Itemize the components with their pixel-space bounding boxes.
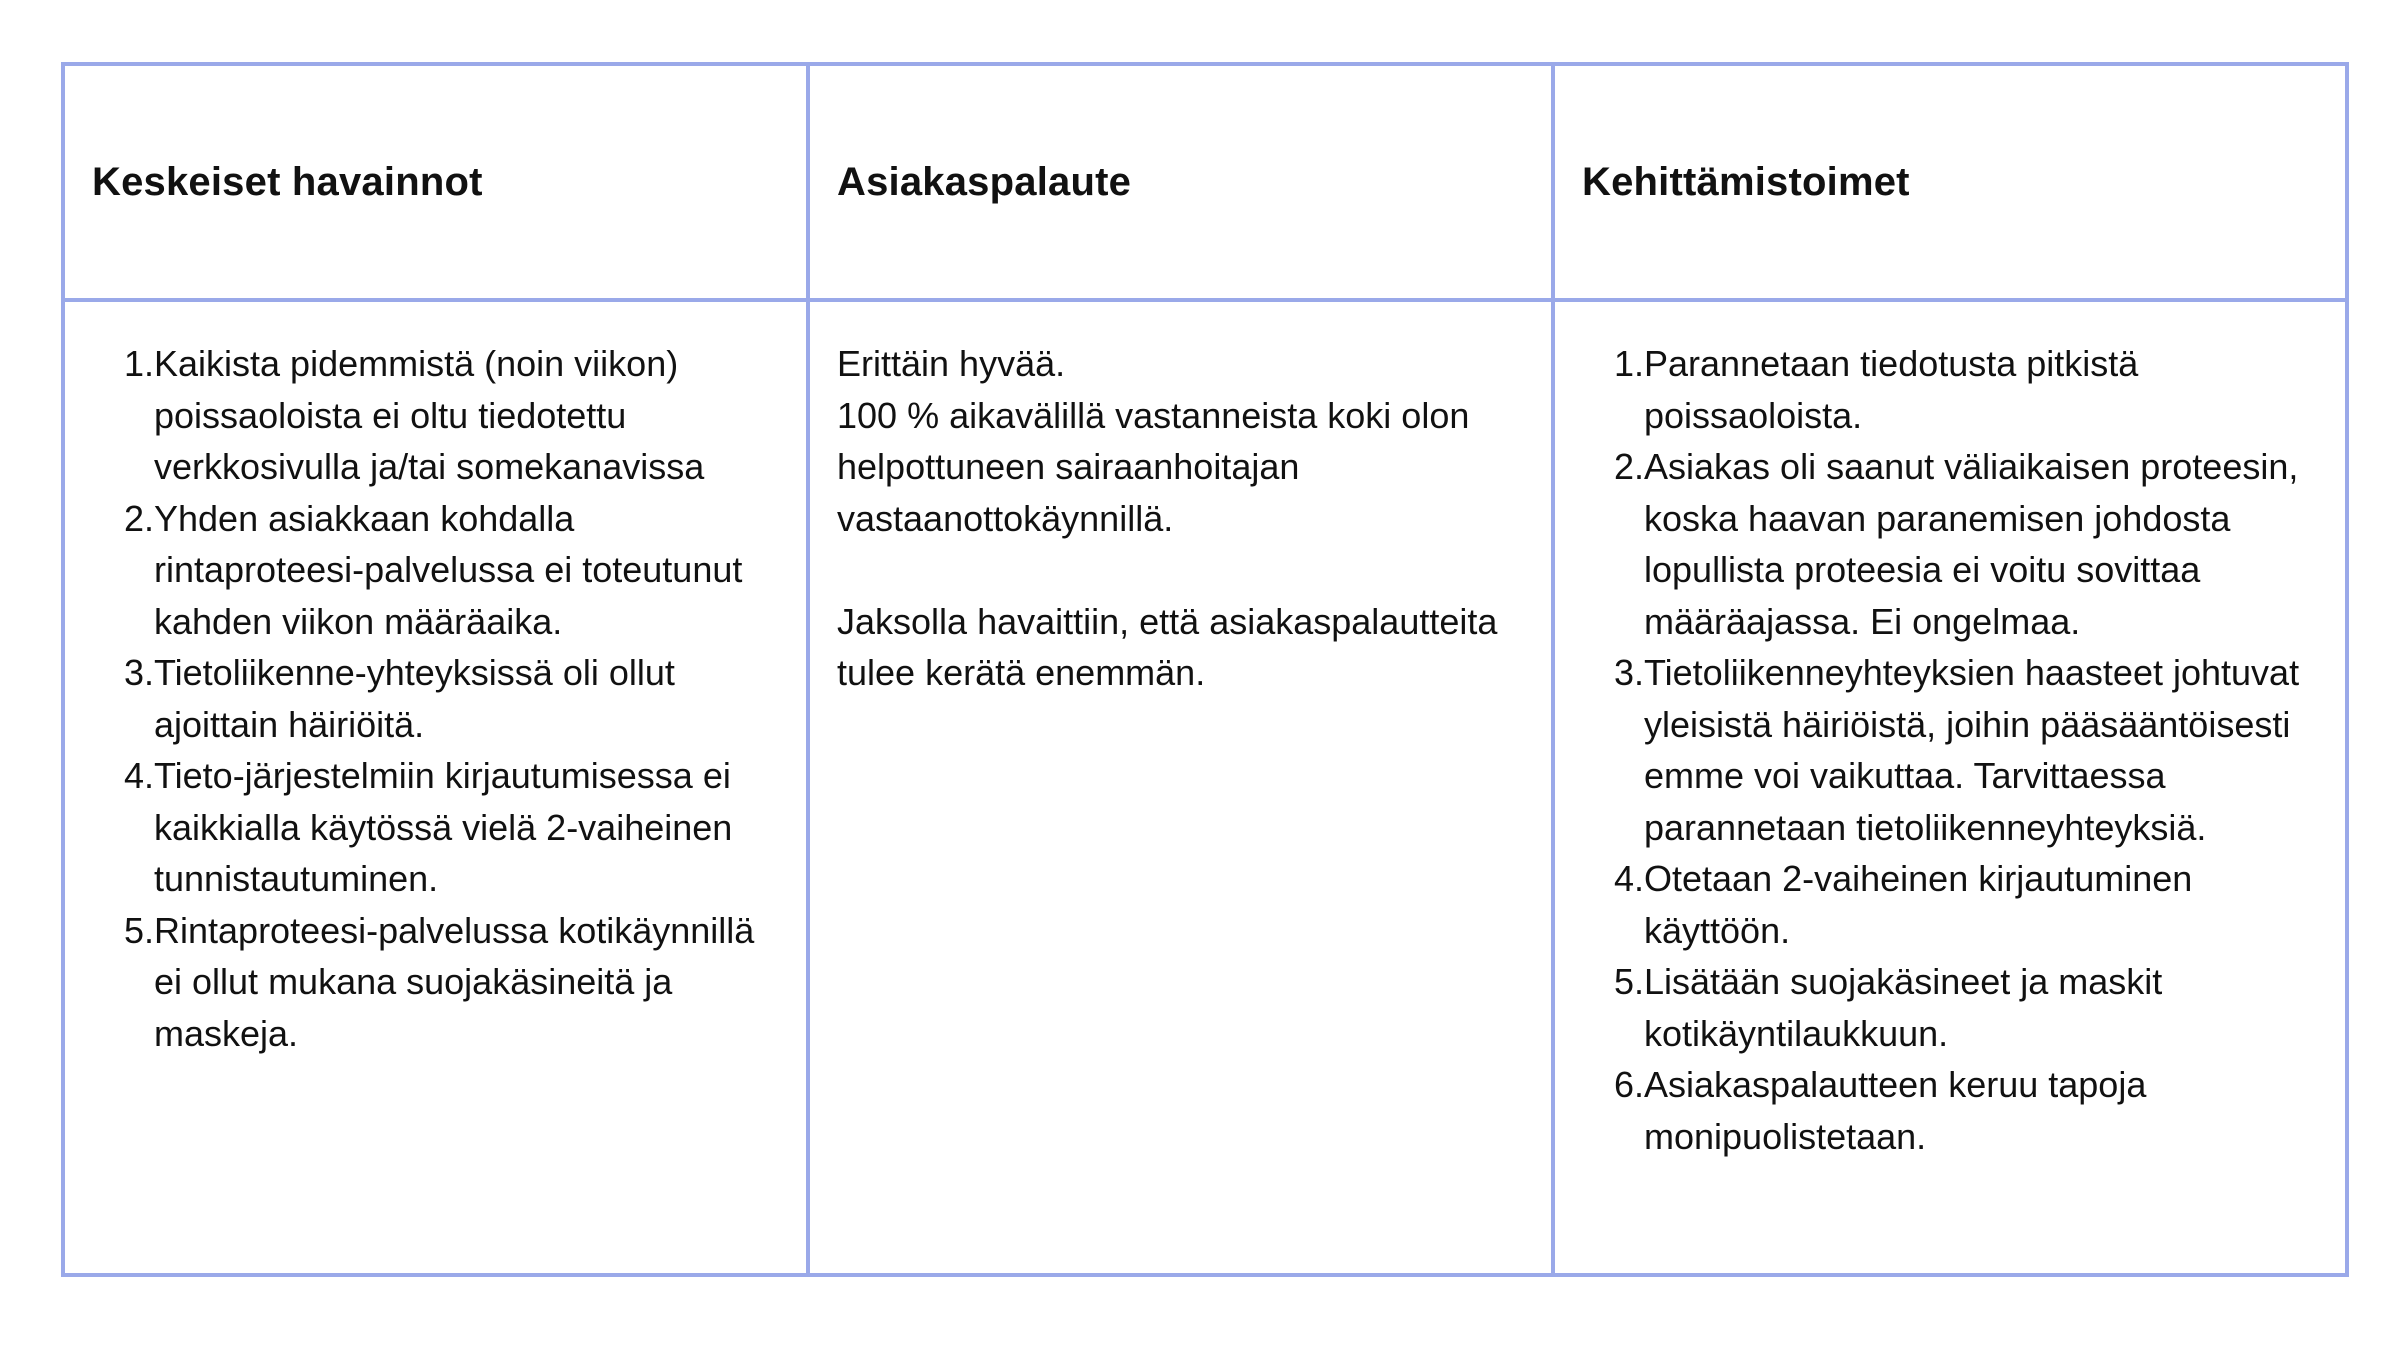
list-item [92,750,780,905]
action-text: Asiakas oli saanut väliaikaisen proteesin, koska haavan paranemisen johdosta lopullista proteesia ei voitu sovittaa määräajassa. Ei ongelmaa. [1644,446,2299,642]
header-key-findings: Keskeiset havainnot [63,64,808,300]
list-number: 5. [123,909,154,951]
list-item [92,493,780,648]
list-item [1582,1059,2319,1162]
list-number: 4. [123,755,154,796]
feedback-summary: Erittäin hyvää. [837,343,1066,384]
list-number: 1. [123,343,154,384]
list-item [1582,441,2319,647]
header-customer-feedback: Asiakaspalaute [808,64,1553,300]
list-number: 2. [123,497,154,539]
header-development-actions: Kehittämistoimet [1553,64,2347,300]
summary-table [61,62,2349,1277]
list-item [1582,338,2319,441]
content-row [63,300,2347,1275]
list-number: 2. [1613,446,1644,487]
development-actions-cell [1553,300,2347,1275]
list-number: 3. [1613,652,1644,693]
feedback-detail: 100 % aikavälillä vastanneista koki olon helpottuneen sairaanhoitajan vastaanottokäynnillä. [837,394,1470,539]
action-text: Asiakaspalautteen keruu tapoja monipuolistetaan. [1644,1064,2147,1157]
development-actions-list [1582,338,2319,1162]
action-text: Tietoliikenneyhteyksien haasteet johtuvat yleisistä häiriöistä, joihin pääsääntöisesti emme voi vaikuttaa. Tarvittaessa parannetaan tietoliikenneyhteyksiä. [1644,652,2300,848]
key-findings-list [92,338,780,1059]
finding-text: Tieto-järjestelmiin kirjautumisessa ei kaikkialla käytössä vielä 2-vaiheinen tunnistautuminen. [154,755,733,899]
feedback-note: Jaksolla havaittiin, että asiakaspalautteita tulee kerätä enemmän. [837,600,1498,693]
list-number: 1. [1613,343,1644,384]
header-row [63,64,2347,300]
list-item [1582,853,2319,956]
list-item [92,338,780,493]
list-number: 4. [1613,858,1644,899]
list-item [92,647,780,750]
paragraph-spacer [837,544,1525,596]
list-number: 5. [1613,961,1644,1002]
action-text: Otetaan 2-vaiheinen kirjautuminen käyttöön. [1644,858,2193,951]
list-item [92,905,780,1060]
list-number: 3. [123,652,154,693]
list-number: 6. [1613,1064,1644,1105]
action-text: Parannetaan tiedotusta pitkistä poissaoloista. [1644,343,2139,436]
action-text: Lisätään suojakäsineet ja maskit kotikäyntilaukkuun. [1644,961,2163,1054]
finding-text: Tietoliikenne-yhteyksissä oli ollut ajoittain häiriöitä. [154,652,675,745]
customer-feedback-cell [808,300,1553,1275]
list-item [1582,956,2319,1059]
finding-text: Kaikista pidemmistä (noin viikon) poissaoloista ei oltu tiedotettu verkkosivulla ja/tai somekanavissa [154,343,705,487]
list-item [1582,647,2319,853]
finding-text: Yhden asiakkaan kohdalla rintaproteesi-palvelussa ei toteutunut kahden viikon määräaika. [154,497,743,642]
key-findings-cell [63,300,808,1275]
finding-text: Rintaproteesi-palvelussa kotikäynnillä ei ollut mukana suojakäsineitä ja maskeja. [154,909,755,1054]
